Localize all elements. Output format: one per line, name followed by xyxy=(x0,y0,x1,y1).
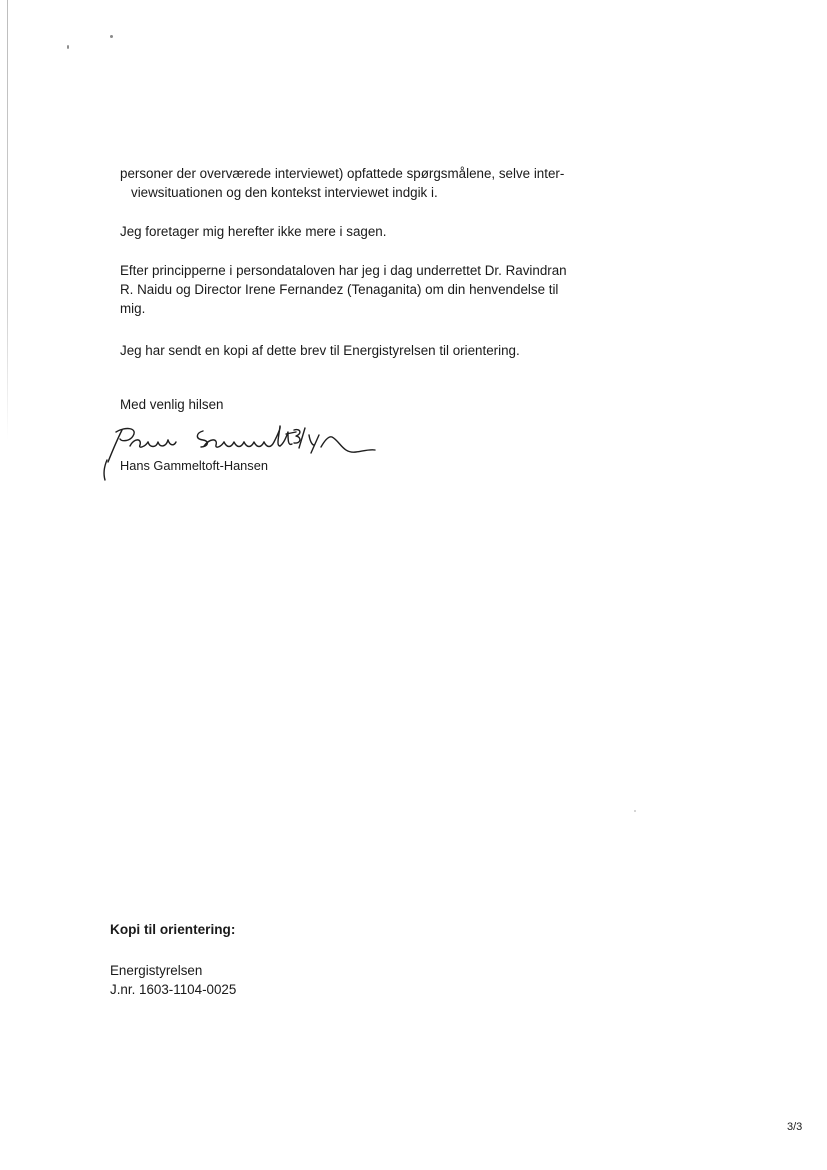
cc-recipient: Energistyrelsen xyxy=(110,963,203,978)
signer-name: Hans Gammeltoft-Hansen xyxy=(120,458,268,473)
paragraph-interview-context xyxy=(120,164,590,202)
page-number: 3/3 xyxy=(787,1121,803,1133)
scan-speck xyxy=(67,45,69,49)
cc-heading: Kopi til orientering: xyxy=(110,922,236,937)
text-line: mig. xyxy=(120,301,146,316)
paragraph-no-further-action xyxy=(120,222,590,241)
paragraph-copy-sent xyxy=(120,341,590,360)
scan-speck xyxy=(110,35,113,38)
text-line: Jeg har sendt en kopi af dette brev til Energistyrelsen til orientering. xyxy=(120,343,520,358)
cc-recipient-block xyxy=(110,961,236,999)
text-line: Jeg foretager mig herefter ikke mere i sagen. xyxy=(120,224,387,239)
paragraph-notification xyxy=(120,261,590,318)
scan-speck xyxy=(634,810,636,812)
text-line: viewsituationen og den kontekst interviewet indgik i. xyxy=(131,185,438,200)
scan-edge-line xyxy=(7,0,8,440)
text-line: personer der overværede interviewet) opfattede spørgsmålene, selve inter- xyxy=(120,166,565,181)
cc-reference-number: J.nr. 1603-1104-0025 xyxy=(110,982,237,997)
text-line: R. Naidu og Director Irene Fernandez (Tenaganita) om din henvendelse til xyxy=(120,282,559,297)
text-line: Efter principperne i persondataloven har jeg i dag underrettet Dr. Ravindran xyxy=(120,263,567,278)
closing-salutation: Med venlig hilsen xyxy=(120,397,224,412)
